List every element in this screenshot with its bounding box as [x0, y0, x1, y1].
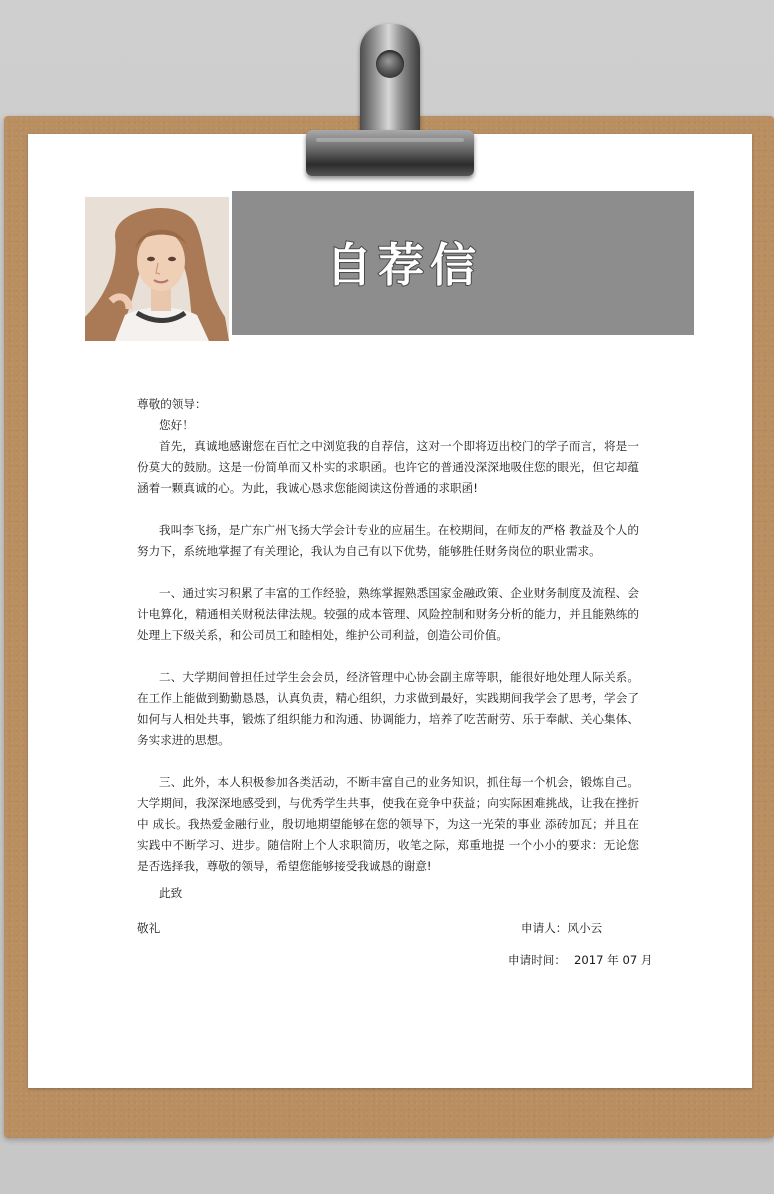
salutation: 尊敬的领导：: [137, 397, 207, 411]
profile-photo: [85, 197, 229, 341]
paragraph-advantage-3: 三、此外，本人积极参加各类活动，不断丰富自己的业务知识，抓住每一个机会，锻炼自己。大学期间，我深深地感受到，与优秀学生共事，使我在竞争中获益；向实际困难挑战，让我在挫折中 成长。我热爱金融行业，殷切地期望能够在您的领导下，为这一光荣的事业 添砖加瓦；并且在实践中不断学习、进步。随信附上个人求职简历，收笔之际，郑重地提 一个小小的要求：无论您是否选择我，尊敬的领导，希望您能够接受我诚恳的谢意!: [137, 775, 639, 873]
binder-clip-arm: [360, 24, 420, 140]
application-date: [508, 952, 653, 968]
greeting: 您好！: [159, 418, 194, 432]
regards-text: 敬礼: [137, 921, 161, 935]
paragraph-advantage-2: 二、大学期间曾担任过学生会会员，经济管理中心协会副主席等职，能很好地处理人际关系。在工作上能做到勤勤恳恳，认真负责，精心组织，力求做到最好，实践期间我学会了思考，学会了如何与人相处共事，锻炼了组织能力和沟通、协调能力，培养了吃苦耐劳、乐于奉献、关心集体、务实求进的思想。: [137, 670, 639, 747]
page-title: 自荐信: [326, 238, 482, 292]
binder-clip-hole: [376, 50, 404, 78]
applicant-signature: 申请人：风小云: [521, 921, 603, 935]
paragraph-intro: 首先，真诚地感谢您在百忙之中浏览我的自荐信，这对一个即将迈出校门的学子而言，将是一份莫大的鼓励。这是一份简单而又朴实的求职函。也许它的普通没深深地吸住您的眼光，但它却蕴涵着一颗真诚的心。为此，我诚心恳求您能阅读这份普通的求职函!: [137, 439, 639, 495]
title-banner: [232, 191, 694, 335]
date-value: 2017 年 07 月: [573, 953, 653, 967]
binder-clip: [306, 130, 474, 176]
paragraph-self-introduction: 我叫李飞扬，是广东广州飞扬大学会计专业的应届生。在校期间，在师友的严格 教益及个人的努力下，系统地掌握了有关理论，我认为自己有以下优势，能够胜任财务岗位的职业需求。: [137, 523, 639, 558]
letter-body: [137, 394, 639, 877]
paragraph-advantage-1: 一、通过实习积累了丰富的工作经验，熟练掌握熟悉国家金融政策、企业财务制度及流程、会计电算化，精通相关财税法律法规。较强的成本管理、风险控制和财务分析的能力，并且能熟练的处理上下级关系，和公司员工和睦相处，维护公司利益，创造公司价值。: [137, 586, 639, 642]
date-label: 申请时间：: [508, 953, 566, 967]
portrait-image: [85, 197, 229, 341]
closing-text: 此致: [159, 886, 183, 900]
